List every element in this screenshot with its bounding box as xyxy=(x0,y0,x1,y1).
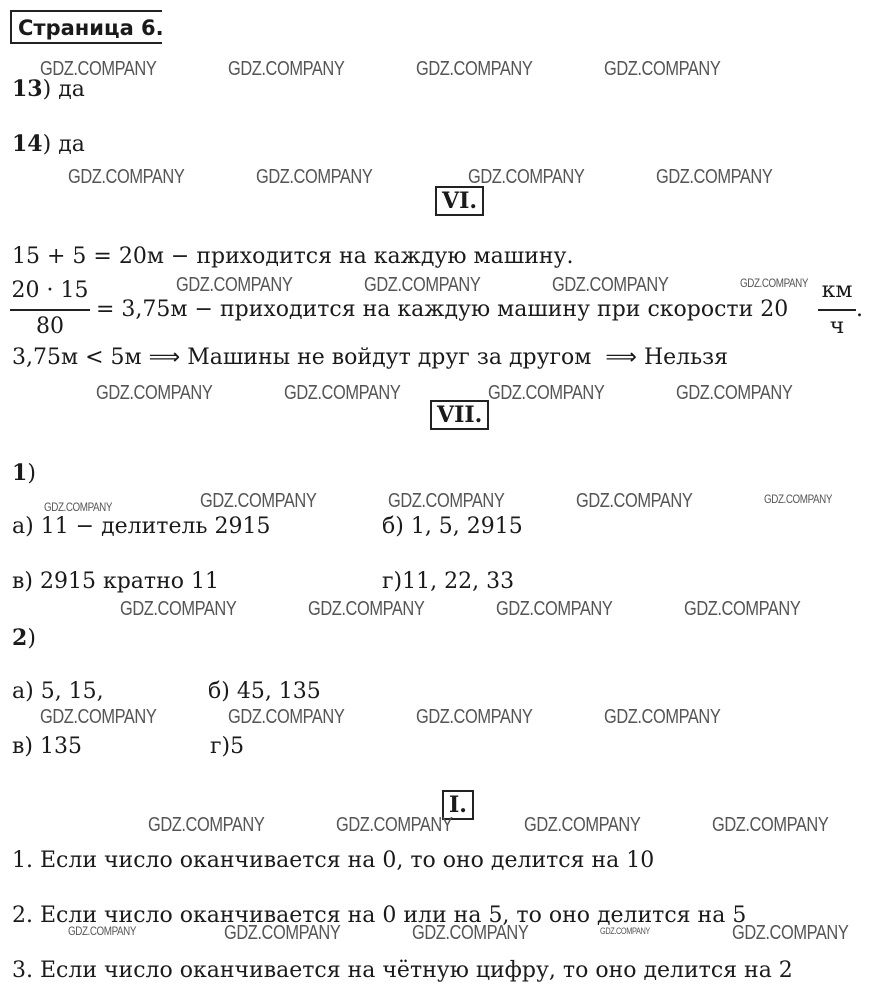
rule-2: 2. Если число оканчивается на 0 или на 5, то оно делится на 5 xyxy=(12,903,747,928)
watermark: GDZ.COMPANY xyxy=(412,922,529,944)
watermark: GDZ.COMPANY xyxy=(148,814,265,836)
watermark: GDZ.COMPANY xyxy=(40,58,157,80)
watermark: GDZ.COMPANY xyxy=(44,500,113,514)
watermark: GDZ.COMPANY xyxy=(676,382,793,404)
vii-2b: б) 45, 135 xyxy=(208,679,321,704)
implies-arrow-icon: ⟹ xyxy=(605,345,637,370)
fraction-20x15-over-80 xyxy=(10,278,90,340)
vi-line-2-tail: . xyxy=(856,297,863,322)
vii-2d: г)5 xyxy=(210,734,245,759)
watermark: GDZ.COMPANY xyxy=(524,814,641,836)
watermark: GDZ.COMPANY xyxy=(388,490,505,512)
vi-line-1: 15 + 5 = 20м − приходится на каждую машину. xyxy=(12,244,574,269)
unit-bar xyxy=(818,309,856,311)
watermark: GDZ.COMPANY xyxy=(576,490,693,512)
part-number: 2 xyxy=(12,625,28,651)
conclusion-1: Машины не войдут друг за другом xyxy=(187,345,592,370)
item-text: ) да xyxy=(42,132,85,157)
watermark: GDZ.COMPANY xyxy=(416,706,533,728)
watermark: GDZ.COMPANY xyxy=(224,922,341,944)
watermark: GDZ.COMPANY xyxy=(336,814,453,836)
watermark: GDZ.COMPANY xyxy=(228,706,345,728)
watermark: GDZ.COMPANY xyxy=(604,706,721,728)
section-i-label: I. xyxy=(442,790,474,820)
section-vi-label: VI. xyxy=(435,186,484,216)
vii-1c: в) 2915 кратно 11 xyxy=(12,569,219,594)
watermark: GDZ.COMPANY xyxy=(40,706,157,728)
watermark: GDZ.COMPANY xyxy=(468,166,585,188)
watermark: GDZ.COMPANY xyxy=(488,382,605,404)
unit-numerator: км xyxy=(821,278,853,303)
watermark: GDZ.COMPANY xyxy=(604,58,721,80)
watermark: GDZ.COMPANY xyxy=(656,166,773,188)
vii-2c: в) 135 xyxy=(12,734,82,759)
part-paren: ) xyxy=(27,626,36,651)
watermark: GDZ.COMPANY xyxy=(228,58,345,80)
vii-1d: г)11, 22, 33 xyxy=(382,569,515,594)
fraction-bar xyxy=(10,309,90,311)
unit-km-per-h xyxy=(818,278,856,340)
watermark: GDZ.COMPANY xyxy=(96,382,213,404)
vii-1a: а) 11 − делитель 2915 xyxy=(12,514,271,539)
watermark: GDZ.COMPANY xyxy=(552,274,669,296)
watermark: GDZ.COMPANY xyxy=(740,276,809,290)
watermark: GDZ.COMPANY xyxy=(120,598,237,620)
fraction-numerator: 20 · 15 xyxy=(11,278,89,303)
vii-1b: б) 1, 5, 2915 xyxy=(382,514,523,539)
implies-arrow-icon: ⟹ xyxy=(148,345,181,370)
watermark: GDZ.COMPANY xyxy=(684,598,801,620)
watermark: GDZ.COMPANY xyxy=(284,382,401,404)
watermark: GDZ.COMPANY xyxy=(496,598,613,620)
vii-2a: а) 5, 15, xyxy=(12,679,104,704)
watermark: GDZ.COMPANY xyxy=(256,166,373,188)
unit-denominator: ч xyxy=(829,314,845,339)
answer-14 xyxy=(12,131,85,158)
watermark: GDZ.COMPANY xyxy=(200,490,317,512)
watermark: GDZ.COMPANY xyxy=(764,492,833,506)
item-number: 14 xyxy=(12,131,43,157)
watermark: GDZ.COMPANY xyxy=(68,166,185,188)
rule-3: 3. Если число оканчивается на чётную цифру, то оно делится на 2 xyxy=(12,958,793,983)
item-text: ) да xyxy=(42,77,85,102)
fraction-denominator: 80 xyxy=(36,314,64,339)
watermark: GDZ.COMPANY xyxy=(176,274,293,296)
watermark: GDZ.COMPANY xyxy=(364,274,481,296)
watermark: GDZ.COMPANY xyxy=(68,924,137,938)
vii-part-1 xyxy=(12,460,36,487)
vii-part-2 xyxy=(12,625,36,652)
item-number: 13 xyxy=(12,76,43,102)
vi-line-3 xyxy=(12,345,728,371)
comparison: 3,75м < 5м xyxy=(12,345,142,370)
watermark: GDZ.COMPANY xyxy=(416,58,533,80)
rule-1: 1. Если число оканчивается на 0, то оно делится на 10 xyxy=(12,848,655,873)
part-paren: ) xyxy=(27,461,36,486)
page-title: Страница 6. xyxy=(10,10,162,44)
part-number: 1 xyxy=(12,460,28,486)
conclusion-2: Нельзя xyxy=(643,345,728,370)
watermark: GDZ.COMPANY xyxy=(308,598,425,620)
watermark: GDZ.COMPANY xyxy=(712,814,829,836)
vi-line-2: = 3,75м − приходится на каждую машину при скорости 20 xyxy=(96,297,789,322)
section-vii-label: VII. xyxy=(430,400,489,430)
watermark: GDZ.COMPANY xyxy=(732,922,849,944)
watermark: GDZ.COMPANY xyxy=(600,926,650,936)
